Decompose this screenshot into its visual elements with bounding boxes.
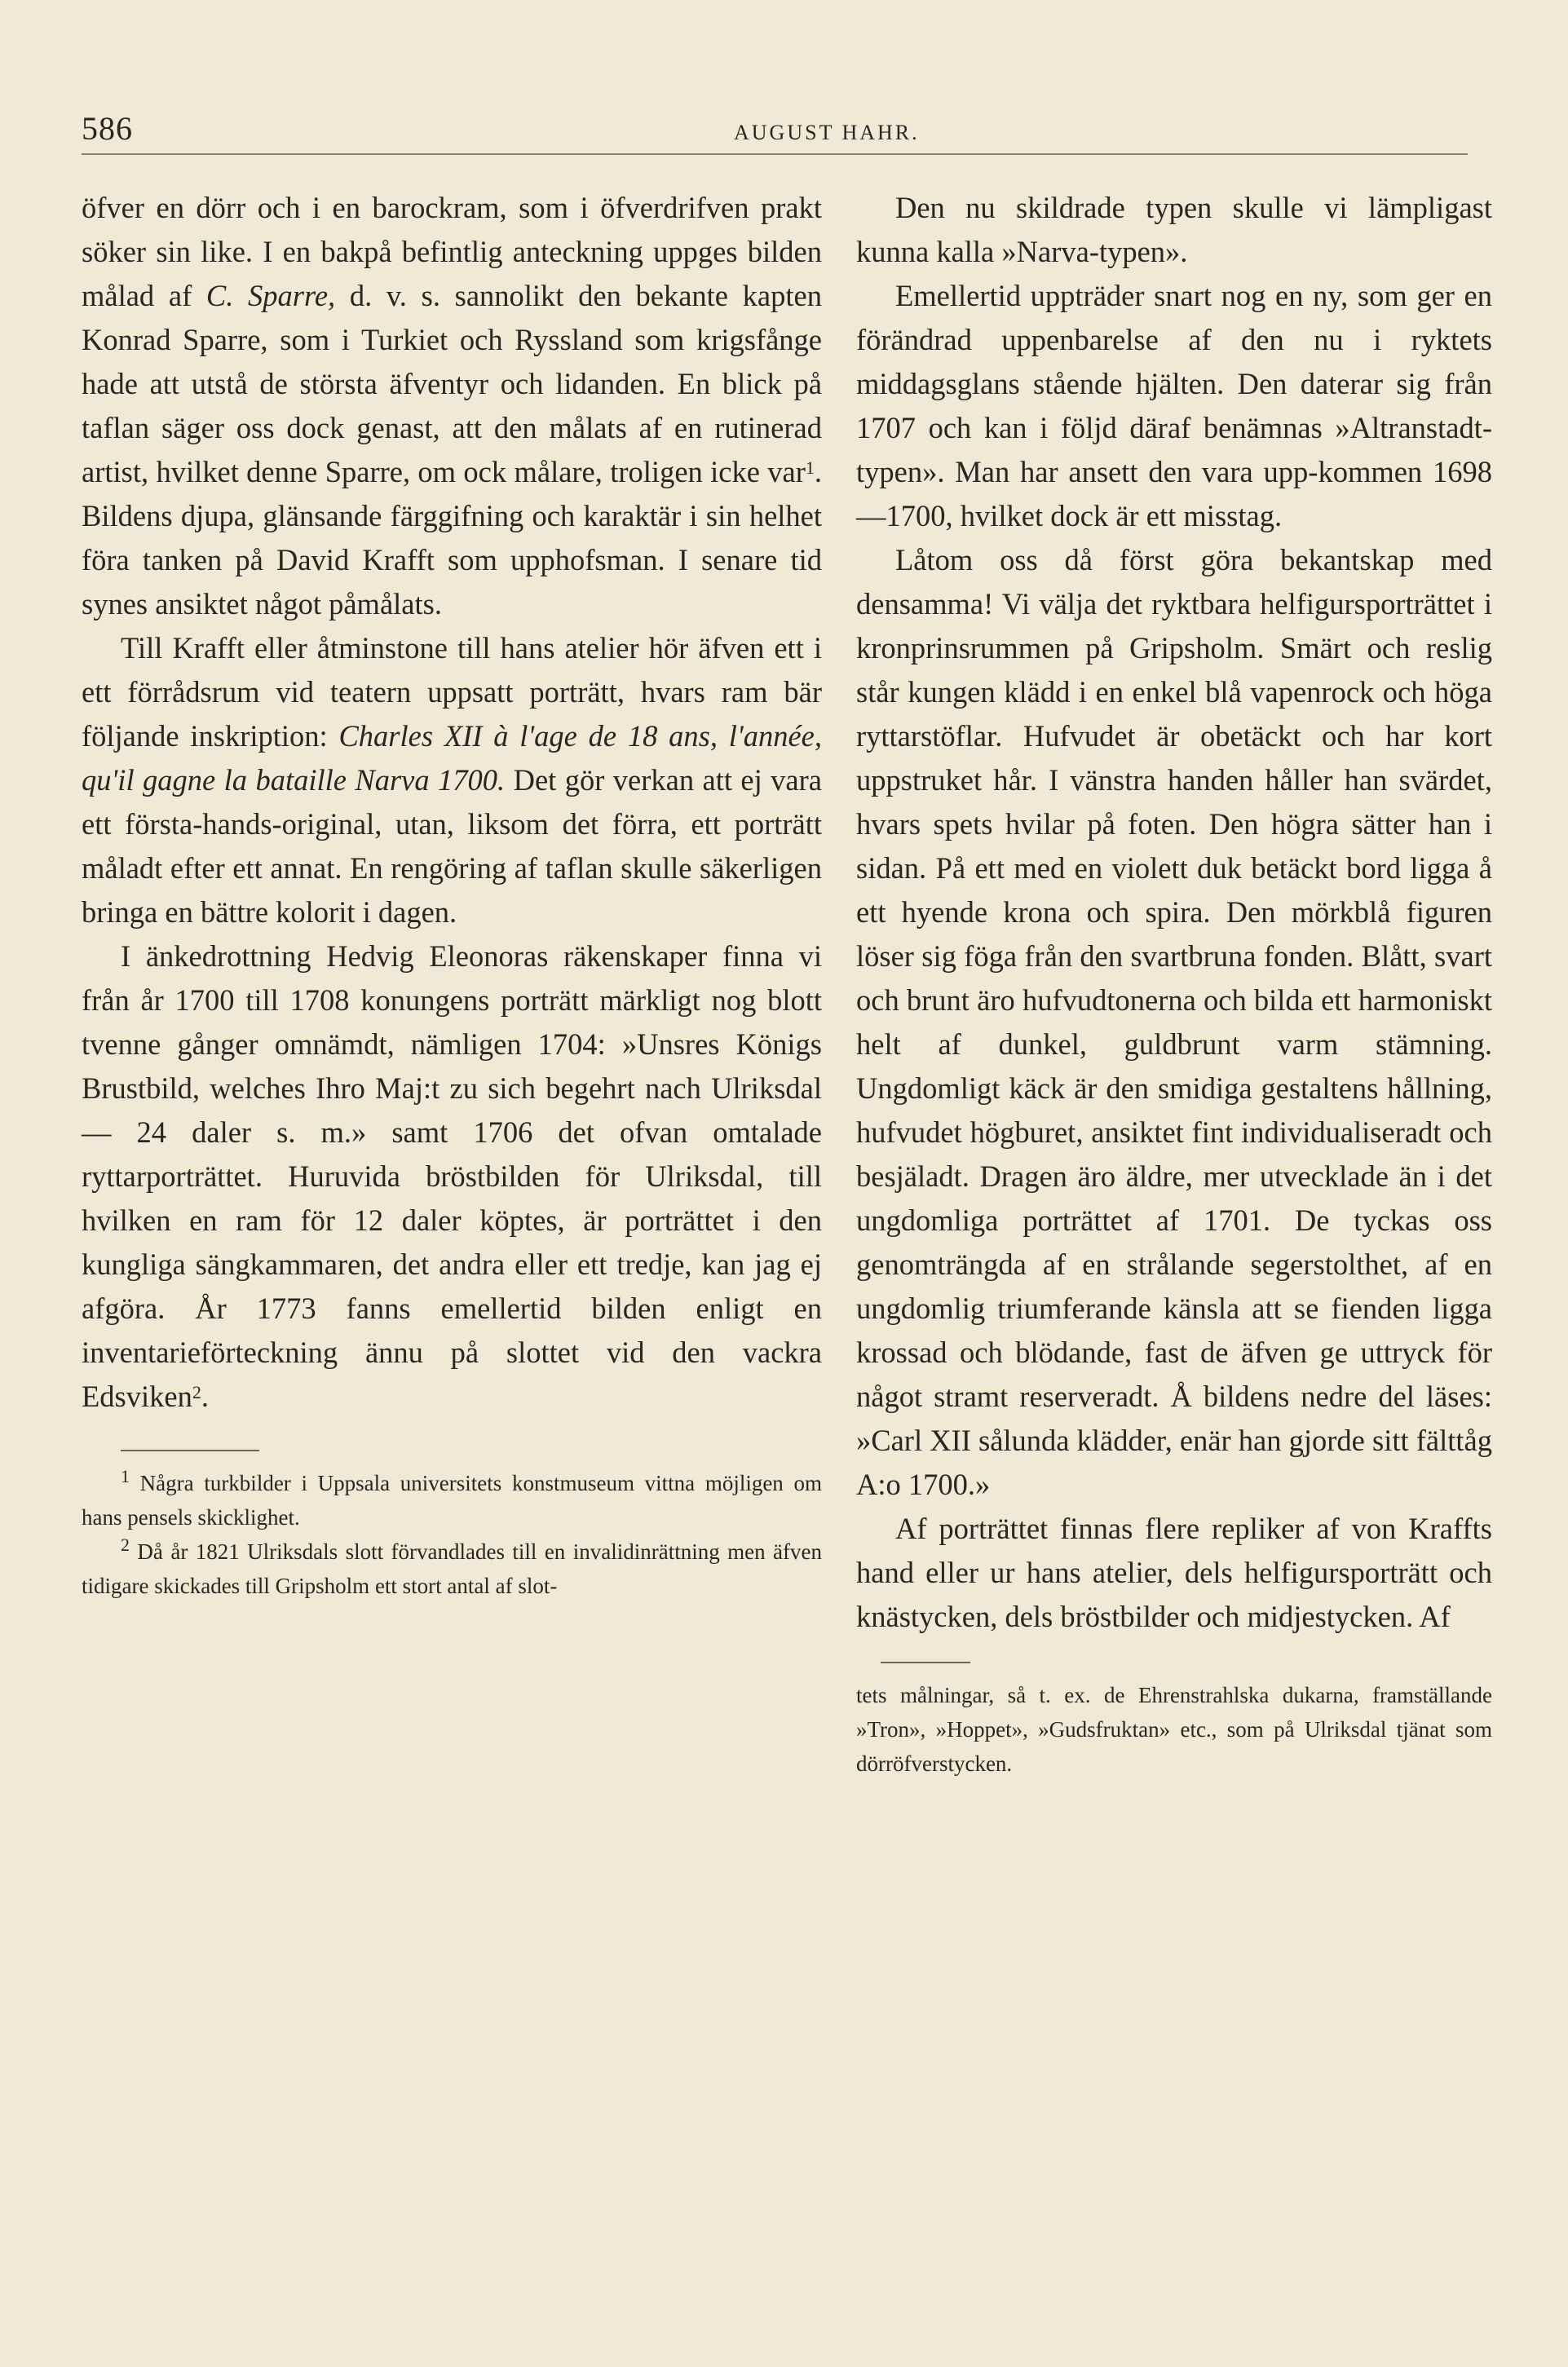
footnote-ref: 2: [192, 1382, 201, 1402]
paragraph: Den nu skildrade typen skulle vi lämpligast kunna kalla »Narva-typen».: [856, 191, 1492, 268]
paragraph: Af porträttet finnas flere repliker af von Kraffts hand eller ur hans atelier, dels helfigursporträtt och knästycken, dels bröstbilder och midjestycken. Af: [856, 1512, 1492, 1633]
footnote: [82, 1535, 822, 1603]
running-head: AUGUST HAHR.: [734, 121, 920, 144]
paragraph: [82, 186, 822, 626]
footnote-divider: [121, 1450, 259, 1451]
footnote: [82, 1466, 822, 1535]
inscription: Charles XII à l'age de 18 ans, l'année, qu'il gagne la bataille Narva 1700.: [82, 719, 822, 797]
text-run: .: [201, 1380, 209, 1413]
paragraph: Emellertid uppträder snart nog en ny, som ger en förändrad uppenbarelse af den nu i ryktets middagsglans stående hjälten. Den daterar sig från 1707 och kan i följd däraf benämnas »Altranstadt-typen». Man har ansett den vara upp-kommen 1698—1700, hvilket dock är ett misstag.: [856, 279, 1492, 532]
text-run: Det gör verkan att ej vara ett första-hands-original, utan, liksom det förra, ett porträtt måladt efter ett annat. En rengöring af taflan skulle säkerligen bringa en bättre kolorit i dagen.: [82, 763, 822, 929]
paragraph: Låtom oss då först göra bekantskap med densamma! Vi välja det ryktbara helfigursporträttet i kronprinsrummen på Gripsholm. Smärt och reslig står kungen klädd i en enkel blå vapenrock och höga ryttarstöflar. Hufvudet är obetäckt och har kort uppstruket hår. I vänstra handen håller han svärdet, hvars spets hvilar på foten. Den högra sätter han i sidan. På ett med en violett duk betäckt bord ligga å ett hyende krona och spira. Den mörkblå figuren löser sig föga från den svartbruna fonden. Blått, svart och brunt äro hufvudtonerna och bilda ett harmoniskt helt af dunkel, guldbrunt varm stämning. Ungdomligt käck är den smidiga gestaltens hållning, hufvudet högburet, ansiktet fint individualiseradt och besjäladt. Dragen äro äldre, mer utvecklade än i det ungdomliga porträttet af 1701. De tyckas oss genomträngda af en strålande segerstolthet, af en ungdomlig triumferande känsla att se fienden ligga krossad och blödande, fast de äfven ge uttryck för något stramt reserveradt. Å bildens nedre del läses: »Carl XII sålunda klädder, enär han gjorde sitt fälttåg A:o 1700.»: [856, 543, 1492, 1501]
footnote-text: Några turkbilder i Uppsala universitets konstmuseum vittna möjligen om hans pensels skicklighet.: [82, 1471, 822, 1530]
text-run: d. v. s. sannolikt den bekante kapten Konrad Sparre, som i Turkiet och Ryssland som krigsfånge hade att utstå de största äfventyr och lidanden. En blick på taflan säger oss dock genast, att den målats af en rutinerad artist, hvilket denne Sparre, om ock målare, troligen icke var: [82, 279, 822, 488]
painter-name: C. Sparre,: [205, 279, 336, 312]
right-column: [856, 186, 1492, 1781]
footnote-divider: [881, 1662, 970, 1663]
footnote-number: 2: [121, 1535, 130, 1555]
footnote-text: Då år 1821 Ulriksdals slott förvandlades till en invalidinrättning men äfven tidigare skickades till Gripsholm ett stort antal af slot-: [82, 1539, 822, 1598]
page-header: [82, 104, 1468, 155]
left-column: [82, 186, 822, 1603]
page-number: 586: [82, 110, 133, 147]
text-run: öfver en dörr och i en barockram, som i öfverdrifven prakt söker sin like. I en bakpå befintlig anteckning uppges bilden målad af: [82, 191, 822, 312]
footnote-continuation: tets målningar, så t. ex. de Ehrenstrahlska dukarna, framställande »Tron», »Hoppet», »Gudsfruktan» etc., som på Ulriksdal tjänat som dörröfverstycken.: [856, 1683, 1492, 1776]
text-run: Till Krafft eller åtminstone till hans atelier hör äfven ett i ett förrådsrum vid teatern uppsatt porträtt, hvars ram bär följande inskription:: [82, 631, 822, 753]
paragraph: [82, 934, 822, 1419]
paragraph: [82, 626, 822, 934]
footnote-ref: 1: [805, 457, 815, 478]
text-run: . Bildens djupa, glänsande färggifning och karaktär i sin helhet föra tanken på David Krafft som upphofsman. I senare tid synes ansiktet något påmålats.: [82, 455, 822, 620]
footnote-number: 1: [121, 1466, 130, 1486]
text-run: I änkedrottning Hedvig Eleonoras räkenskaper finna vi från år 1700 till 1708 konungens porträtt märkligt nog blott tvenne gånger omnämdt, nämligen 1704: »Unsres Königs Brustbild, welches Ihro Maj:t zu sich begehrt nach Ulriksdal — 24 daler s. m.» samt 1706 det ofvan omtalade ryttarporträttet. Huruvida bröstbilden för Ulriksdal, till hvilken en ram för 12 daler köptes, är porträttet i den kungliga sängkammaren, det andra eller ett tredje, kan jag ej afgöra. År 1773 fanns emellertid bilden enligt en inventarieförteckning ännu på slottet vid den vackra Edsviken: [82, 939, 822, 1413]
